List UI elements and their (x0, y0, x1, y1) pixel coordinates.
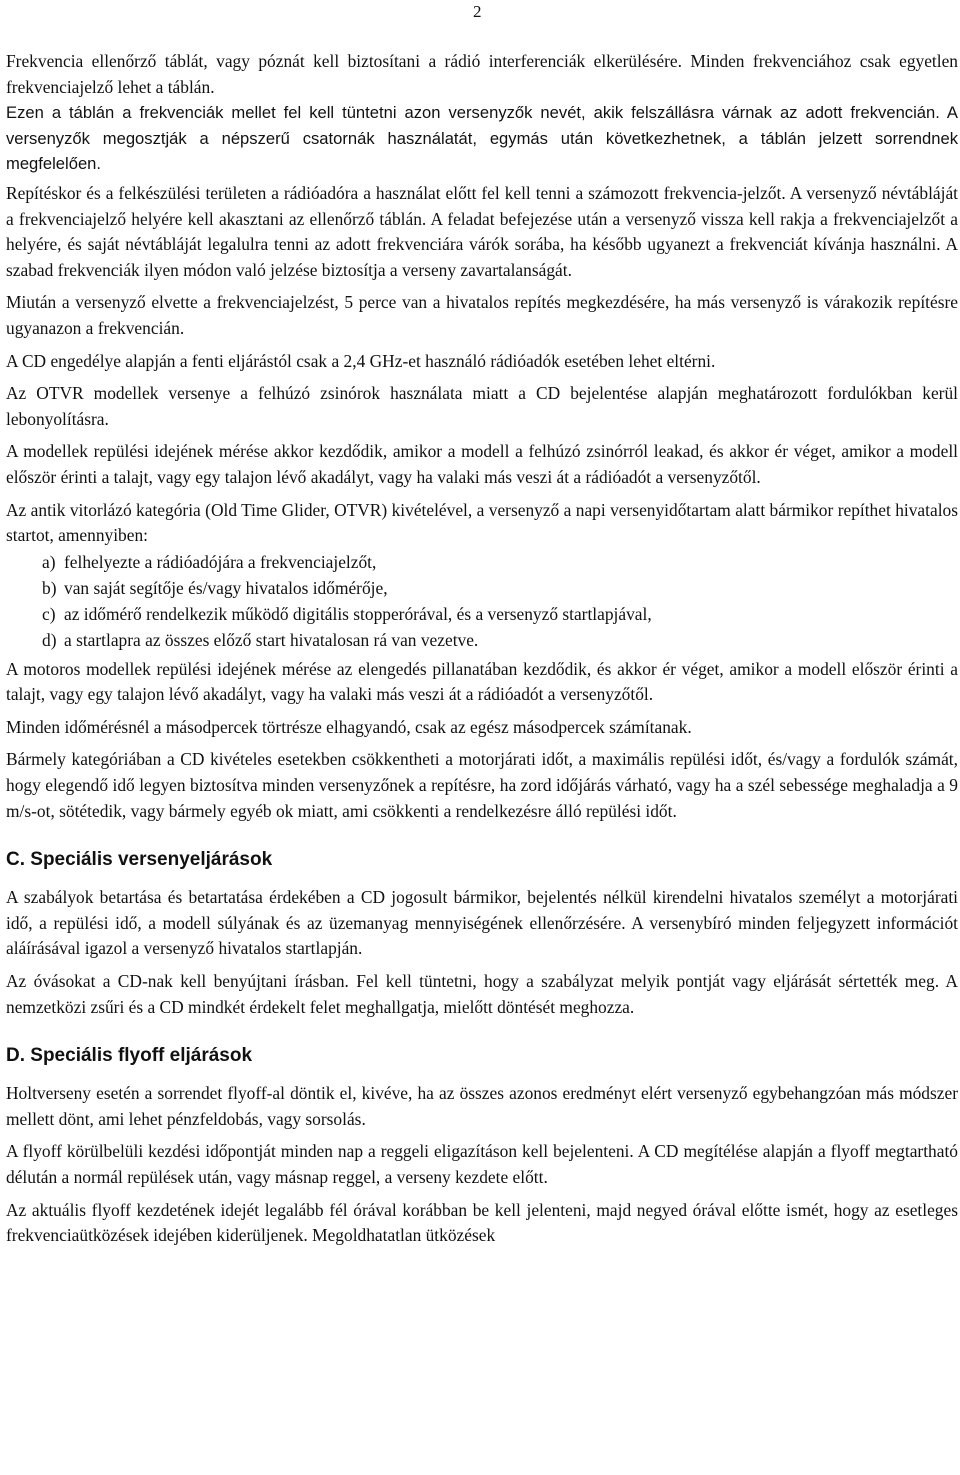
list-marker: c) (42, 603, 56, 624)
condition-list (6, 549, 958, 653)
paragraph: Az óvásokat a CD-nak kell benyújtani írásban. Fel kell tüntetni, hogy a szabályzat melyik pontját vagy eljárását sértették meg. A nemzetközi zsűri és a CD mindkét érdekelt felet meghallgatja, mielőtt döntését meghozza. (6, 971, 958, 1017)
paragraph: A flyoff körülbelüli kezdési időpontját minden nap a reggeli eligazításon kell bejelenteni. A CD megítélése alapján a flyoff megtartható délután a normál repülések után, vagy másnap reggel, a verseny kezdete előtt. (6, 1141, 958, 1187)
list-item-text: van saját segítője és/vagy hivatalos időmérője, (64, 577, 388, 598)
paragraph: A CD engedélye alapján a fenti eljárástól csak a 2,4 GHz-et használó rádióadók esetében lehet eltérni. (6, 350, 716, 371)
paragraph: Ezen a táblán a frekvenciák mellet fel kell tüntetni azon versenyzők nevét, akik felszállásra várnak az adott frekvencián. A versenyzők megosztják a népszerű csatornák használatát, egymás után következhetnek, a táblán jelzett sorrendnek megfelelően. (6, 103, 958, 174)
paragraph: Miután a versenyző elvette a frekvenciajelzést, 5 perce van a hivatalos repítés megkezdésére, ha más versenyző is várakozik repítésre ugyanazon a frekvencián. (6, 292, 958, 338)
paragraph: Frekvencia ellenőrző táblát, vagy póznát kell biztosítani a rádió interferenciák elkerülésére. Minden frekvenciához csak egyetlen frekvenciajelző lehet a táblán. (6, 51, 958, 97)
document-body (6, 49, 958, 1249)
list-marker: d) (42, 629, 57, 650)
list-marker: a) (42, 551, 56, 572)
paragraph: Az OTVR modellek versenye a felhúzó zsinórok használata miatt a CD bejelentése alapján meghatározott fordulókban kerül lebonyolításra. (6, 383, 958, 429)
list-item (6, 627, 958, 653)
paragraph: Bármely kategóriában a CD kivételes esetekben csökkentheti a motorjárati időt, a maximális repülési időt, és/vagy a fordulók számát, hogy elegendő idő legyen biztosítva minden versenyzőnek a repítésre, ha zord időjárás várható, vagy ha a szél sebessége meghaladja a 9 m/s-ot, sötétedik, vagy bármely egyéb ok miatt, ami csökkenti a rendelkezésre álló repülési időt. (6, 749, 958, 821)
paragraph: A modellek repülési idejének mérése akkor kezdődik, amikor a modell a felhúzó zsinórról leakad, és akkor ér véget, amikor a modell először érinti a talajt, vagy egy talajon lévő akadályt, vagy ha valaki más veszi át a rádióadót a versenyzőtől. (6, 441, 958, 487)
paragraph: Repítéskor és a felkészülési területen a rádióadóra a használat előtt fel kell tenni a számozott frekvencia-jelzőt. A versenyző névtábláját a frekvenciajelző helyére kell akasztani az ellenőrző táblán. A feladat befejezése után a versenyző vissza kell rakja a frekvenciajelzőt a helyére, és saját névtábláját legalulra tenni az adott frekvenciára várók sorába, ha később ugyanezt a frekvenciát kívánja használni. A szabad frekvenciák ilyen módon való jelzése biztosítja a verseny zavartalanságát. (6, 182, 958, 280)
paragraph: Az antik vitorlázó kategória (Old Time Glider, OTVR) kivételével, a versenyző a napi versenyidőtartam alatt bármikor repíthet hivatalos startot, amennyiben: (6, 499, 958, 546)
page-number: 2 (473, 2, 482, 21)
paragraph: Az aktuális flyoff kezdetének idejét legalább fél órával korábban be kell jelenteni, majd negyed órával előtte ismét, hogy az esetleges frekvenciaütközések idejében kiderüljenek. Megoldhatatlan ütközések (6, 1199, 958, 1246)
list-item (6, 601, 958, 627)
section-heading-d: D. Speciális flyoff eljárások (6, 1045, 253, 1067)
paragraph: A szabályok betartása és betartatása érdekében a CD jogosult bármikor, bejelentés nélkül kirendelni hivatalos személyt a motorjárati idő, a repülési idő, a modell súlyának és az üzemanyag mennyiségének ellenőrzésére. A versenybíró minden feljegyzett információt aláírásával igazol a versenyző hivatalos startlapján. (6, 887, 958, 959)
list-item (6, 549, 958, 575)
list-item-text: az időmérő rendelkezik működő digitális stopperórával, és a versenyző startlapjával, (64, 603, 652, 624)
list-item-text: a startlapra az összes előző start hivatalosan rá van vezetve. (64, 629, 479, 650)
list-marker: b) (42, 577, 57, 598)
paragraph: Holtverseny esetén a sorrendet flyoff-al döntik el, kivéve, ha az összes azonos eredményt elért versenyző egybehangzóan más módszer mellett dönt, ami lehet pénzfeldobás, vagy sorsolás. (6, 1083, 958, 1129)
section-heading-c: C. Speciális versenyeljárások (6, 849, 273, 871)
paragraph: A motoros modellek repülési idejének mérése az elengedés pillanatában kezdődik, és akkor ér véget, amikor a modell először érinti a talajt, vagy egy talajon lévő akadályt, vagy ha valaki más veszi át a rádióadót a versenyzőtől. (6, 658, 958, 705)
list-item-text: felhelyezte a rádióadójára a frekvenciajelzőt, (64, 551, 377, 572)
list-item (6, 575, 958, 601)
paragraph: Minden időmérésnél a másodpercek törtrésze elhagyandó, csak az egész másodpercek számítanak. (6, 716, 692, 737)
